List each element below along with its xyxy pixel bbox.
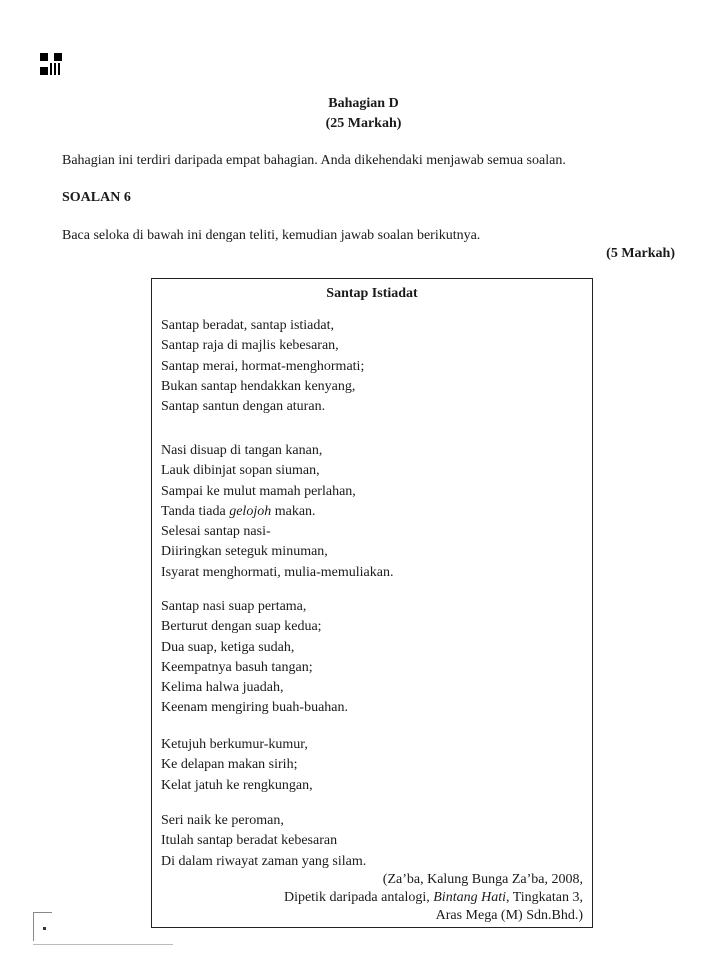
poem-italic-word: gelojoh (229, 503, 272, 519)
poem-line: Kelat jatuh ke rengkungan, (161, 777, 313, 793)
poem-line: Berturut dengan suap kedua; (161, 619, 322, 635)
poem-line: Sampai ke mulut mamah perlahan, (161, 483, 356, 499)
poem-line-text: makan. (274, 503, 316, 519)
section-marks: (25 Markah) (325, 116, 402, 131)
qr-code-icon (40, 53, 62, 75)
poem-stanza-3 (161, 597, 348, 719)
poem-line: Keempatnya basuh tangan; (161, 659, 313, 675)
poem-title: Santap Istiadat (326, 286, 418, 301)
source-citation-line-3: Aras Mega (M) Sdn.Bhd.) (435, 908, 583, 923)
poem-line: Kelima halwa juadah, (161, 680, 284, 696)
poem-line: Itulah santap beradat kebesaran (161, 833, 338, 849)
poem-line: Keenam mengiring buah-buahan. (161, 700, 348, 716)
source-citation-line-1: (Za’ba, Kalung Bunga Za’ba, 2008, (382, 872, 583, 887)
poem-line: Ketujuh berkumur-kumur, (161, 737, 308, 752)
poem-line: Santap raja di majlis kebesaran, (161, 338, 339, 354)
poem-stanza-1 (161, 316, 364, 417)
source-text: , Tingkatan 3, (505, 890, 583, 905)
poem-line: Nasi disuap di tangan kanan, (161, 443, 323, 458)
poem-line: Lauk dibinjat sopan siuman, (161, 463, 320, 479)
poem-stanza-4 (161, 735, 313, 796)
poem-line: Dua suap, ketiga sudah, (161, 639, 295, 655)
poem-box (151, 278, 593, 928)
question-marks: (5 Markah) (606, 246, 675, 261)
poem-line: Santap beradat, santap istiadat, (161, 318, 334, 333)
question-instruction: Baca seloka di bawah ini dengan teliti, kemudian jawab soalan berikutnya. (62, 228, 481, 243)
source-citation-line-2 (284, 890, 583, 906)
poem-line: Bukan santap hendakkan kenyang, (161, 378, 356, 394)
poem-line: Selesai santap nasi- (161, 524, 271, 540)
section-intro: Bahagian ini terdiri daripada empat bahagian. Anda dikehendaki menjawab semua soalan. (62, 153, 566, 168)
poem-stanza-5 (161, 811, 366, 872)
scan-line (33, 944, 173, 945)
source-text: Dipetik daripada antalogi, (283, 890, 430, 905)
poem-line: Di dalam riwayat zaman yang silam. (161, 853, 367, 869)
poem-line-mixed (161, 502, 393, 522)
poem-line: Santap merai, hormat-menghormati; (161, 358, 365, 374)
section-title: Bahagian D (328, 96, 399, 111)
poem-line: Santap santun dengan aturan. (161, 399, 326, 415)
scan-dot (43, 927, 46, 930)
poem-line: Seri naik ke peroman, (161, 813, 284, 828)
poem-line: Isyarat menghormati, mulia-memuliakan. (161, 564, 394, 580)
poem-stanza-2 (161, 441, 393, 583)
poem-line: Diiringkan seteguk minuman, (161, 544, 328, 560)
poem-line: Santap nasi suap pertama, (161, 599, 307, 614)
source-book-title: Bintang Hati (433, 890, 506, 905)
question-number: SOALAN 6 (62, 190, 131, 205)
poem-line: Ke delapan makan sirih; (161, 757, 298, 773)
poem-line-text: Tanda tiada (161, 503, 226, 519)
